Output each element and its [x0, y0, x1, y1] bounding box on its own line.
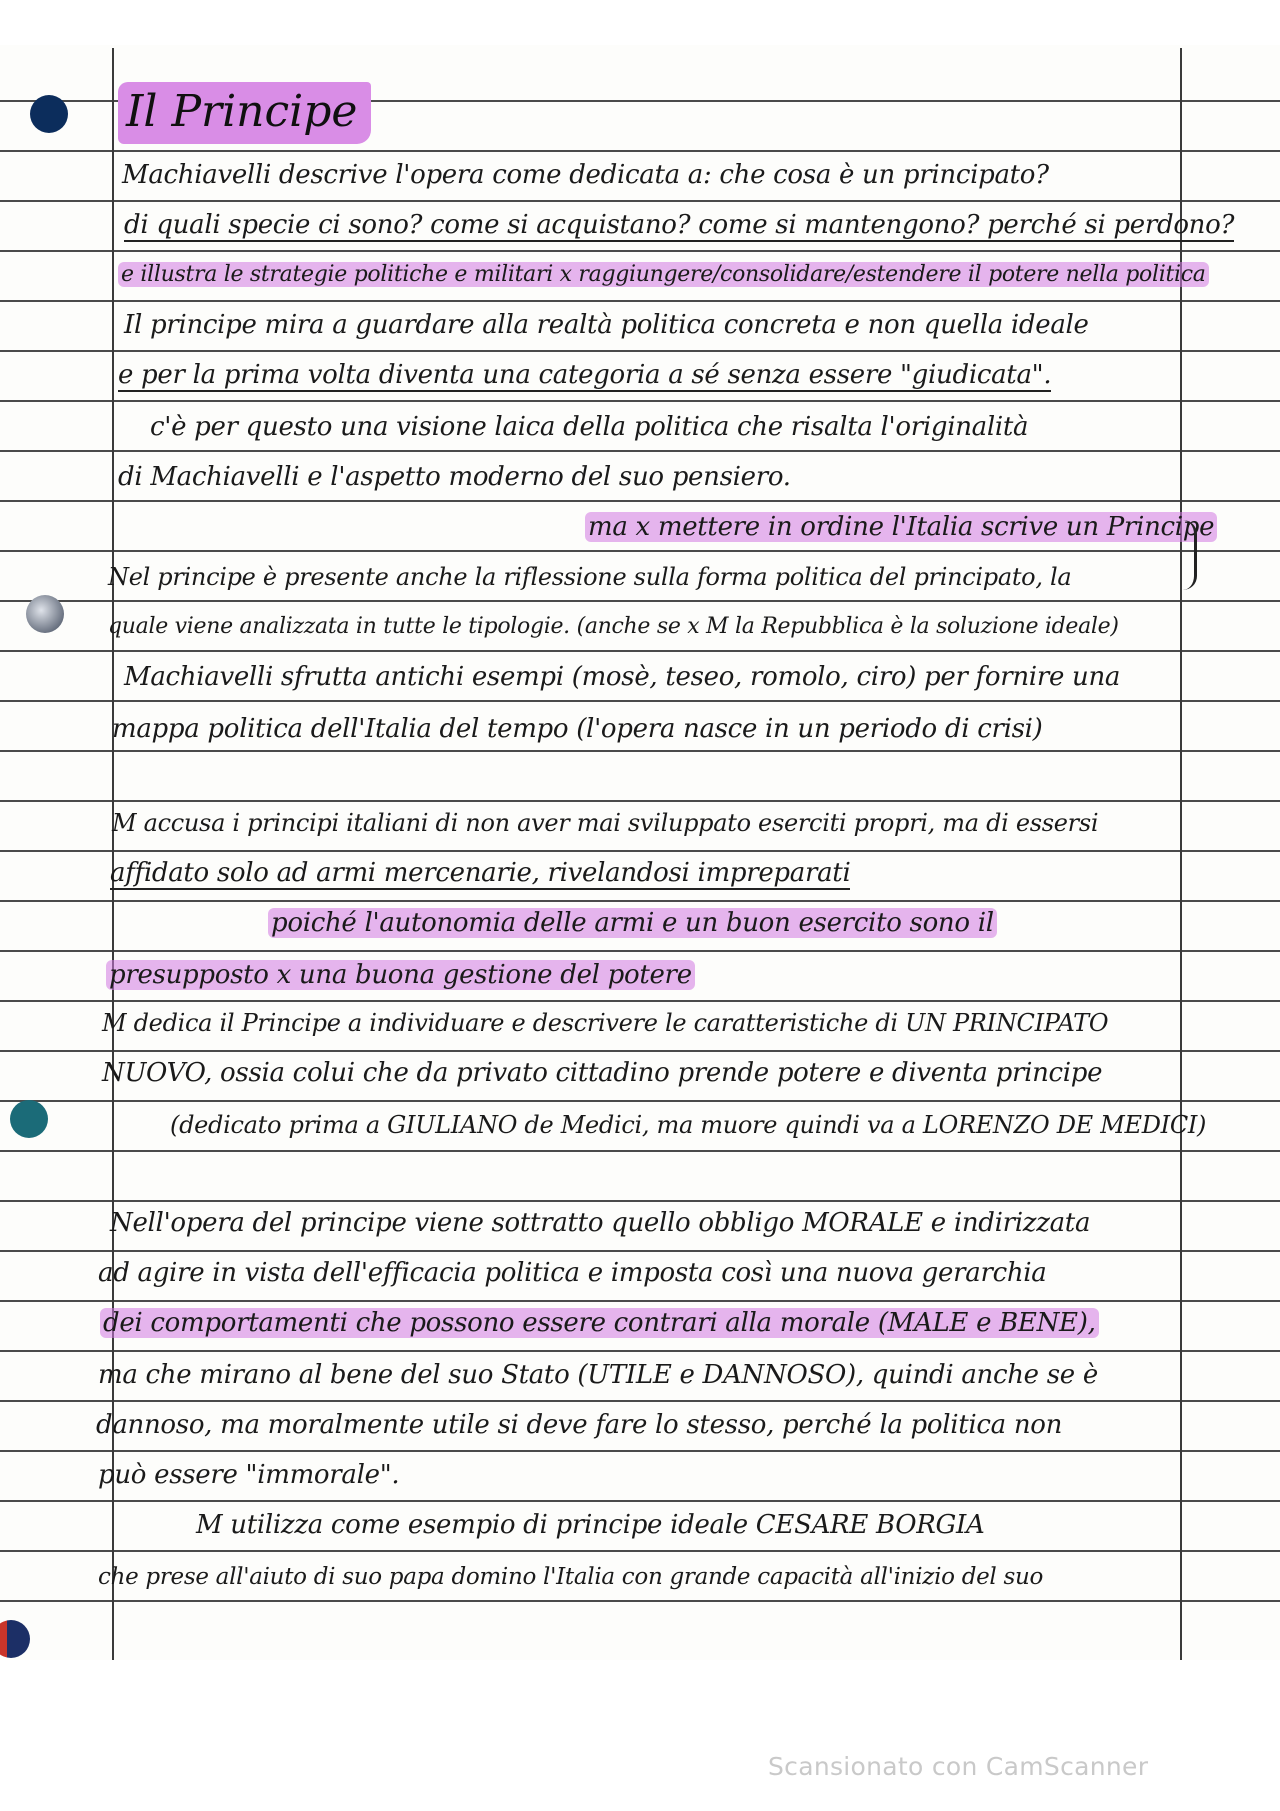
ruled-line	[0, 900, 1280, 902]
binder-hole-icon	[10, 1100, 48, 1138]
ruled-line	[0, 1600, 1280, 1602]
scanner-watermark: Scansionato con CamScanner	[768, 1752, 1149, 1781]
note-line: c'è per questo una visione laica della politica che risalta l'originalità	[150, 412, 1029, 442]
binder-hole-icon	[26, 595, 64, 633]
note-line: Machiavelli sfrutta antichi esempi (mosè, teseo, romolo, ciro) per fornire una	[124, 662, 1121, 692]
note-line: Nell'opera del principe viene sottratto quello obbligo MORALE e indirizzata	[110, 1208, 1091, 1238]
note-line: (dedicato prima a GIULIANO de Medici, ma muore quindi va a LORENZO DE MEDICI)	[170, 1111, 1207, 1139]
page-title: Il Principe	[118, 82, 371, 144]
note-line: che prese all'aiuto di suo papa domino l'Italia con grande capacità all'inizio del suo	[98, 1564, 1044, 1590]
note-line: ma x mettere in ordine l'Italia scrive un Principe	[585, 510, 1217, 544]
ruled-line	[0, 1250, 1280, 1252]
ruled-line	[0, 1500, 1280, 1502]
ruled-line	[0, 700, 1280, 702]
ruled-line	[0, 500, 1280, 502]
note-line: Il principe mira a guardare alla realtà politica concreta e non quella ideale	[124, 310, 1089, 340]
ruled-line	[0, 300, 1280, 302]
note-line: M accusa i principi italiani di non aver mai sviluppato eserciti propri, ma di essersi	[112, 809, 1099, 837]
ruled-line	[0, 750, 1280, 752]
note-line: presupposto x una buona gestione del potere	[106, 958, 695, 992]
ruled-line	[0, 1450, 1280, 1452]
binder-hole-icon	[30, 95, 68, 133]
note-line: dei comportamenti che possono essere contrari alla morale (MALE e BENE),	[100, 1306, 1099, 1340]
note-line: dannoso, ma moralmente utile si deve fare lo stesso, perché la politica non	[96, 1410, 1063, 1440]
note-line: Machiavelli descrive l'opera come dedicata a: che cosa è un principato?	[122, 160, 1049, 190]
ruled-line	[0, 850, 1280, 852]
brace-mark	[1180, 520, 1197, 590]
ruled-line	[0, 1150, 1280, 1152]
ruled-line	[0, 1050, 1280, 1052]
note-line: M utilizza come esempio di principe ideale CESARE BORGIA	[196, 1510, 985, 1540]
ruled-line	[0, 450, 1280, 452]
note-line: e illustra le strategie politiche e militari x raggiungere/consolidare/estendere il potere nella politica	[118, 258, 1209, 292]
ruled-line	[0, 1000, 1280, 1002]
note-line: e per la prima volta diventa una categoria a sé senza essere "giudicata".	[118, 360, 1052, 390]
ruled-line	[0, 1400, 1280, 1402]
ruled-line	[0, 250, 1280, 252]
ruled-line	[0, 600, 1280, 602]
note-line: M dedica il Principe a individuare e descrivere le caratteristiche di UN PRINCIPATO	[102, 1009, 1109, 1037]
note-line: poiché l'autonomia delle armi e un buon esercito sono il	[268, 906, 997, 940]
ruled-line	[0, 200, 1280, 202]
ruled-line	[0, 1350, 1280, 1352]
ruled-line	[0, 150, 1280, 152]
note-line: Nel principe è presente anche la riflessione sulla forma politica del principato, la	[108, 563, 1072, 591]
ruled-line	[0, 400, 1280, 402]
note-line: ad agire in vista dell'efficacia politica e imposta così una nuova gerarchia	[98, 1258, 1047, 1288]
ruled-line	[0, 950, 1280, 952]
note-line: mappa politica dell'Italia del tempo (l'opera nasce in un periodo di crisi)	[112, 714, 1043, 744]
ruled-line	[0, 1300, 1280, 1302]
ruled-line	[0, 650, 1280, 652]
note-line: affidato solo ad armi mercenarie, rivelandosi impreparati	[110, 858, 851, 888]
ruled-line	[0, 1100, 1280, 1102]
ruled-line	[0, 800, 1280, 802]
note-line: può essere "immorale".	[98, 1460, 400, 1490]
note-line: di Machiavelli e l'aspetto moderno del suo pensiero.	[118, 462, 791, 492]
ruled-line	[0, 550, 1280, 552]
note-line: di quali specie ci sono? come si acquistano? come si mantengono? perché si perdono?	[124, 210, 1235, 240]
ruled-line	[0, 1550, 1280, 1552]
ruled-line	[0, 1200, 1280, 1202]
note-line: quale viene analizzata in tutte le tipologie. (anche se x M la Repubblica è la soluzione ideale)	[108, 614, 1119, 639]
note-line: ma che mirano al bene del suo Stato (UTILE e DANNOSO), quindi anche se è	[98, 1360, 1098, 1390]
note-line: NUOVO, ossia colui che da privato cittadino prende potere e diventa principe	[102, 1058, 1103, 1088]
ruled-line	[0, 350, 1280, 352]
